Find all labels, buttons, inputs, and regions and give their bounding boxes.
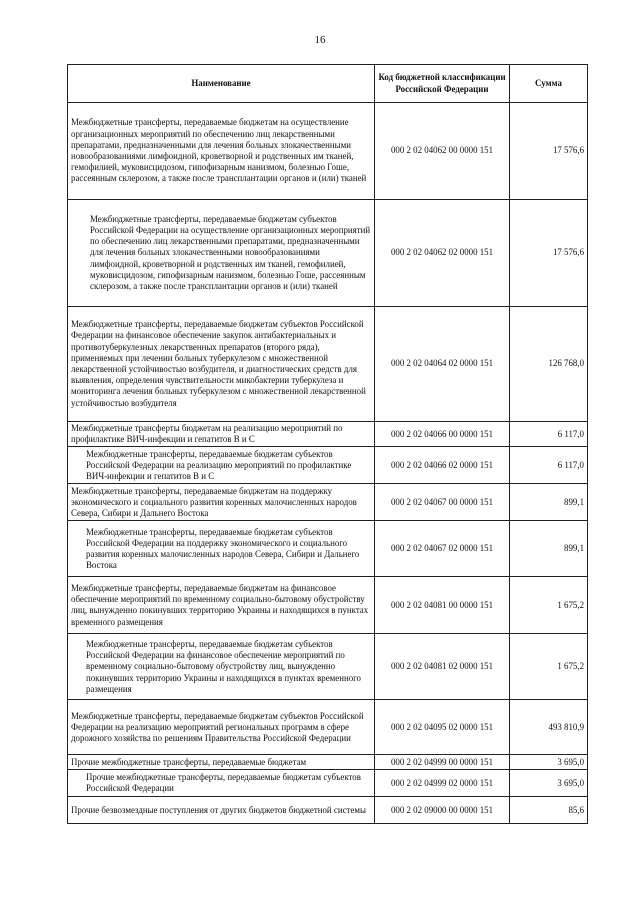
row-code: 000 2 02 04062 00 0000 151 bbox=[375, 103, 510, 200]
row-amount: 1 675,2 bbox=[510, 577, 588, 634]
row-amount: 6 117,0 bbox=[510, 447, 588, 484]
table-row bbox=[68, 770, 588, 797]
table-row bbox=[68, 700, 588, 755]
row-amount: 17 576,6 bbox=[510, 200, 588, 307]
row-name: Межбюджетные трансферты, передаваемые бюджетам субъектов Российской Федерации на реализацию мероприятий по профилактике ВИЧ-инфекции и гепатитов В и С bbox=[68, 447, 375, 484]
row-code: 000 2 02 04999 00 0000 151 bbox=[375, 755, 510, 770]
row-amount: 493 810,9 bbox=[510, 700, 588, 755]
row-code: 000 2 02 04066 02 0000 151 bbox=[375, 447, 510, 484]
row-amount: 899,1 bbox=[510, 521, 588, 577]
row-name: Межбюджетные трансферты, передаваемые бюджетам субъектов Российской Федерации на финансовое обеспечение мероприятий по временному социально-бытовому обустройству лиц, вынужденно покинувших территорию Украины и находящихся в пунктах временного размещения bbox=[68, 634, 375, 700]
table-row bbox=[68, 103, 588, 200]
row-amount: 899,1 bbox=[510, 484, 588, 521]
row-name: Межбюджетные трансферты, передаваемые бюджетам на финансовое обеспечение мероприятий по временному социально-бытовому обустройству лиц, вынужденно покинувших территорию Украины и находящихся в пунктах временного размещения bbox=[68, 577, 375, 634]
row-code: 000 2 02 04067 02 0000 151 bbox=[375, 521, 510, 577]
row-amount: 126 768,0 bbox=[510, 307, 588, 422]
table-row bbox=[68, 577, 588, 634]
row-name: Межбюджетные трансферты, передаваемые бюджетам субъектов Российской Федерации на финансовое обеспечение закупок антибактериальных и противотуберкулезных лекарственных препаратов (второго ряда), применяемых при лечении больных туберкулезом с множественной лекарственной устойчивостью возбудителя, и диагностических средств для выявления, определения чувствительности микобактерии туберкулеза и мониторинга лечения больных туберкулезом с множественной лекарственной устойчивостью возбудителя bbox=[68, 307, 375, 422]
row-code: 000 2 02 04064 02 0000 151 bbox=[375, 307, 510, 422]
row-amount: 1 675,2 bbox=[510, 634, 588, 700]
row-name: Прочие безвозмездные поступления от других бюджетов бюджетной системы bbox=[68, 797, 375, 824]
row-code: 000 2 02 04081 02 0000 151 bbox=[375, 634, 510, 700]
row-name: Межбюджетные трансферты бюджетам на реализацию мероприятий по профилактике ВИЧ-инфекции и гепатитов В и С bbox=[68, 422, 375, 447]
row-name: Межбюджетные трансферты, передаваемые бюджетам субъектов Российской Федерации на поддержку экономического и социального развития коренных малочисленных народов Севера, Сибири и Дальнего Востока bbox=[68, 521, 375, 577]
header-name: Наименование bbox=[68, 65, 375, 103]
row-name: Прочие межбюджетные трансферты, передаваемые бюджетам субъектов Российской Федерации bbox=[68, 770, 375, 797]
row-amount: 6 117,0 bbox=[510, 422, 588, 447]
table-row bbox=[68, 447, 588, 484]
row-name: Межбюджетные трансферты, передаваемые бюджетам на поддержку экономического и социального развития коренных малочисленных народов Севера, Сибири и Дальнего Востока bbox=[68, 484, 375, 521]
table-row bbox=[68, 755, 588, 770]
row-code: 000 2 02 04095 02 0000 151 bbox=[375, 700, 510, 755]
table-row bbox=[68, 200, 588, 307]
header-code: Код бюджетной классификации Российской Федерации bbox=[375, 65, 510, 103]
row-code: 000 2 02 04062 02 0000 151 bbox=[375, 200, 510, 307]
table-row bbox=[68, 521, 588, 577]
table-row bbox=[68, 484, 588, 521]
row-name: Прочие межбюджетные трансферты, передаваемые бюджетам bbox=[68, 755, 375, 770]
table-row bbox=[68, 422, 588, 447]
table-row bbox=[68, 797, 588, 824]
table-row bbox=[68, 307, 588, 422]
row-code: 000 2 02 04999 02 0000 151 bbox=[375, 770, 510, 797]
row-name: Межбюджетные трансферты, передаваемые бюджетам субъектов Российской Федерации на осуществление организационных мероприятий по обеспечению лиц лекарственными препаратами, предназначенными для лечения больных злокачественными новообразованиями лимфоидной, кроветворной и родственных им тканей, гемофилией, муковисцидозом, гипофизарным нанизмом, болезнью Гоше, рассеянным склерозом, а также после трансплантации органов и (или) тканей bbox=[68, 200, 375, 307]
budget-table bbox=[67, 64, 588, 824]
table-row bbox=[68, 634, 588, 700]
row-name: Межбюджетные трансферты, передаваемые бюджетам на осуществление организационных мероприятий по обеспечению лиц лекарственными препаратами, предназначенными для лечения больных злокачественными новообразованиями лимфоидной, кроветворной и родственных им тканей, гемофилией, муковисцидозом, гипофизарным нанизмом, болезнью Гоше, рассеянным склерозом, а также после трансплантации органов и (или) тканей bbox=[68, 103, 375, 200]
row-code: 000 2 02 04066 00 0000 151 bbox=[375, 422, 510, 447]
table-header bbox=[68, 65, 588, 103]
row-code: 000 2 02 04067 00 0000 151 bbox=[375, 484, 510, 521]
row-amount: 17 576,6 bbox=[510, 103, 588, 200]
row-amount: 85,6 bbox=[510, 797, 588, 824]
row-name: Межбюджетные трансферты, передаваемые бюджетам субъектов Российской Федерации на реализацию мероприятий региональных программ в сфере дорожного хозяйства по решениям Правительства Российской Федерации bbox=[68, 700, 375, 755]
header-amount: Сумма bbox=[510, 65, 588, 103]
row-code: 000 2 02 09000 00 0000 151 bbox=[375, 797, 510, 824]
page-number: 16 bbox=[314, 34, 326, 46]
row-amount: 3 695,0 bbox=[510, 770, 588, 797]
row-amount: 3 695,0 bbox=[510, 755, 588, 770]
row-code: 000 2 02 04081 00 0000 151 bbox=[375, 577, 510, 634]
